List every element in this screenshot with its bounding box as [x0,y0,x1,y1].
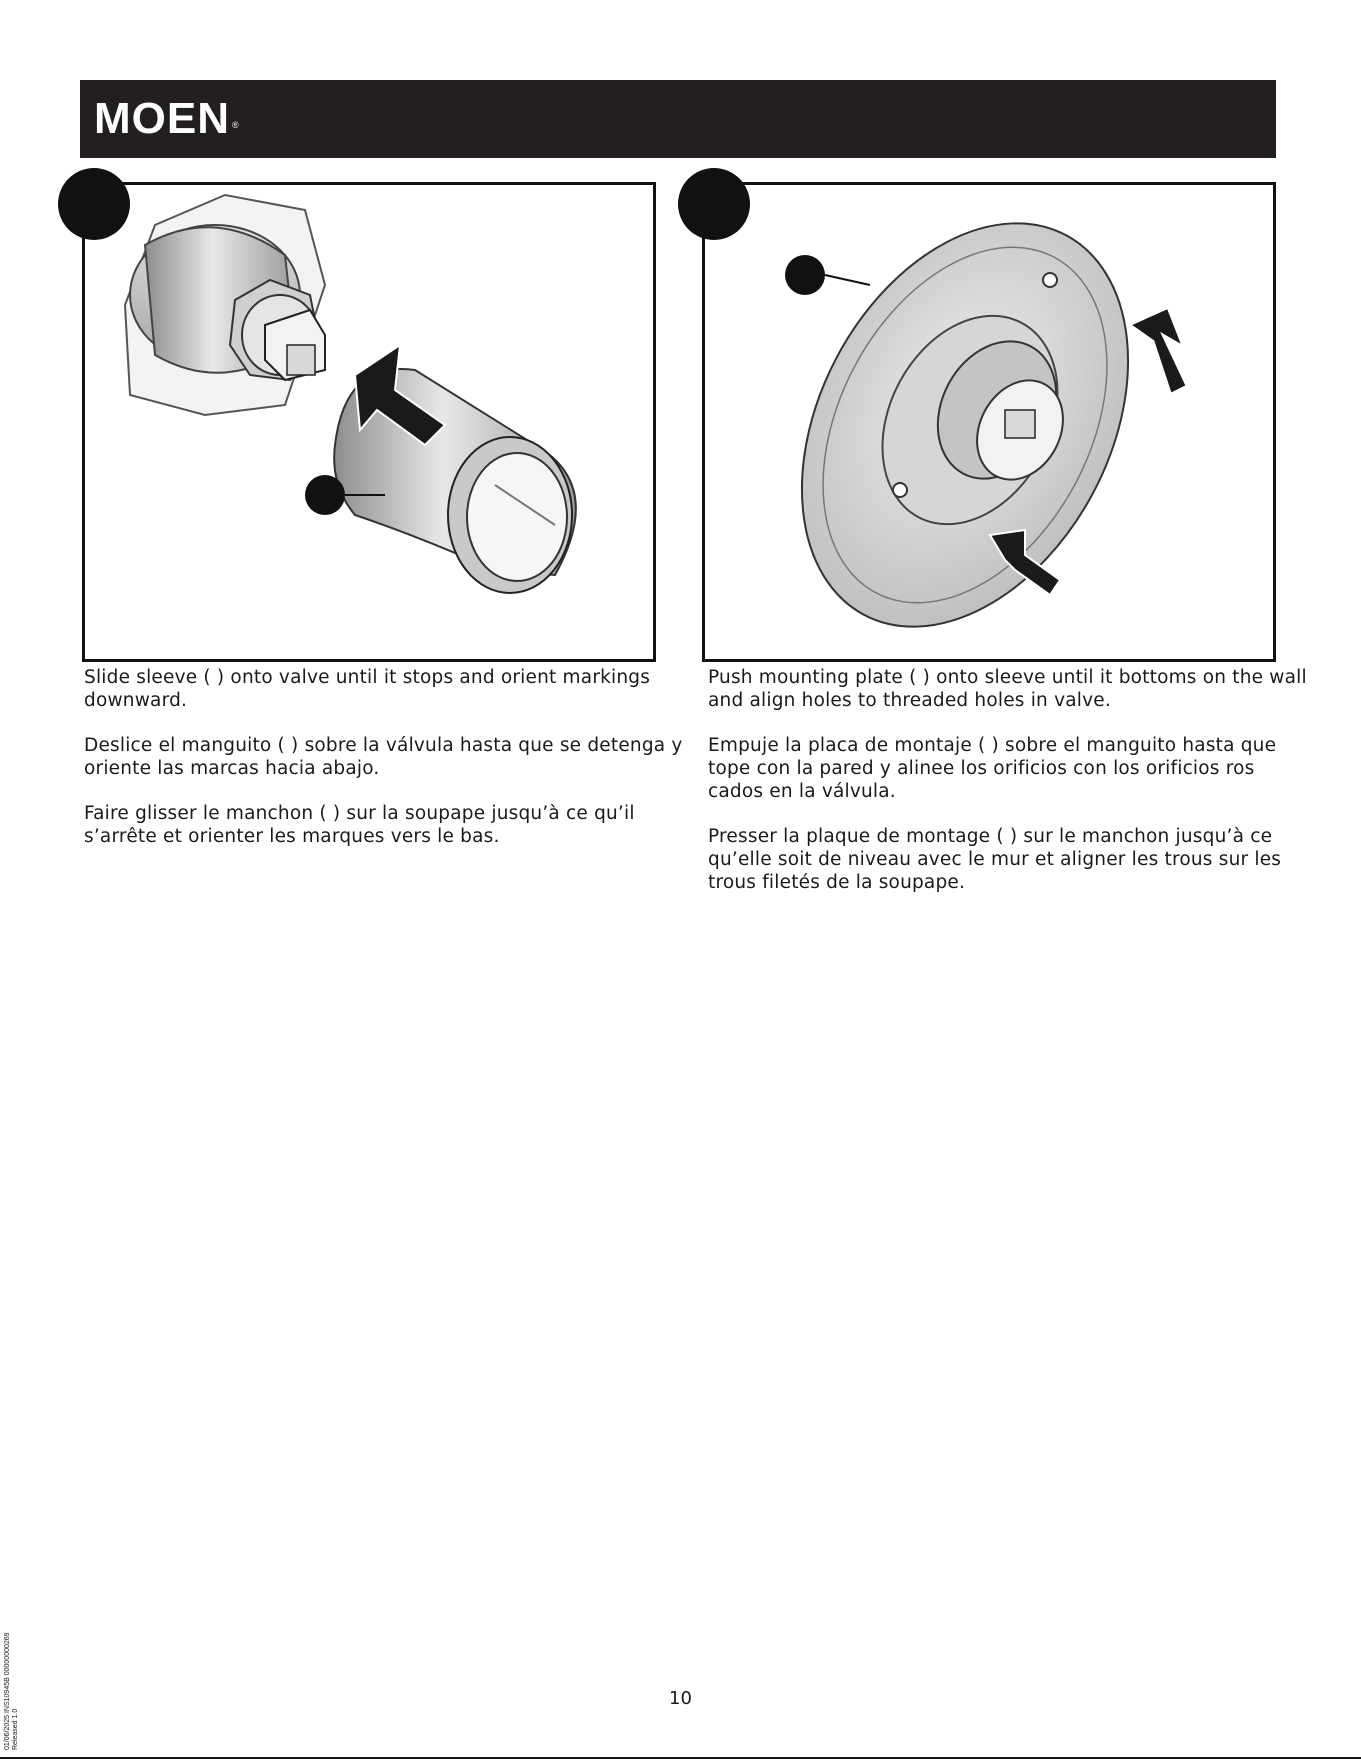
step-2-instructions [708,666,1308,916]
page-number: 10 [669,1688,692,1709]
valve-sleeve-illustration [85,185,653,659]
step-2-spanish: Empuje la placa de montaje ( ) sobre el manguito hasta que tope con la pared y alinee los orificios con los orificios ros cados en la válvula. [708,735,1277,802]
step-1-instructions [84,666,684,870]
step-1-spanish: Deslice el manguito ( ) sobre la válvula hasta que se detenga y oriente las marcas hacia abajo. [84,735,683,779]
step-2-french: Presser la plaque de montage ( ) sur le manchon jusqu’à ce qu’elle soit de niveau avec le mur et aligner les trous sur les trous filetés de la soupape. [708,826,1282,893]
mounting-plate-illustration [705,185,1273,659]
step-1-french: Faire glisser le manchon ( ) sur la soupape jusqu’à ce qu’il s’arrête et orienter les marques vers le bas. [84,803,635,847]
moen-logo: MOEN ® [94,94,240,143]
bottom-rule [0,1757,1361,1759]
step-1-illustration-panel [82,182,656,662]
brand-header [80,80,1276,158]
step-2-english: Push mounting plate ( ) onto sleeve until it bottoms on the wall and align holes to threaded holes in valve. [708,667,1307,711]
step-2-badge [678,168,750,240]
step-1-badge [58,168,130,240]
step-2-illustration-panel [702,182,1276,662]
document-code: 01/06/2025 INS10945B 00000000269 Released 1.0 [4,1632,19,1750]
step-1-english: Slide sleeve ( ) onto valve until it stops and orient markings downward. [84,667,651,711]
